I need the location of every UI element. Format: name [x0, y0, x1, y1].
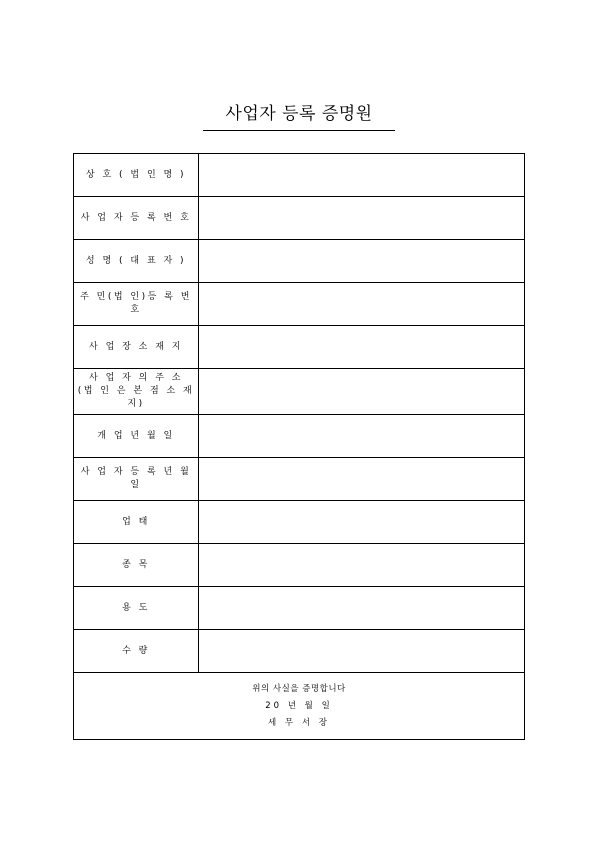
value-quantity [199, 630, 525, 673]
form-row-owner-address [74, 369, 525, 415]
form-row-resident-number [74, 283, 525, 326]
title-area [203, 102, 395, 131]
value-resident-number [199, 283, 525, 326]
label-owner-address [74, 369, 199, 415]
form-row-registration-date [74, 458, 525, 501]
label-owner-address-line2: (법 인 은 본 점 소 재 지) [77, 386, 195, 409]
form-row-footer [74, 673, 525, 740]
certify-date: 20 년 월 일 [265, 700, 333, 711]
value-owner-address [199, 369, 525, 415]
form-row-business-address [74, 326, 525, 369]
certificate-form-table [73, 153, 525, 740]
value-registration-number [199, 197, 525, 240]
value-business-name [199, 154, 525, 197]
value-purpose [199, 587, 525, 630]
form-row-business-item [74, 544, 525, 587]
value-representative-name [199, 240, 525, 283]
label-owner-address-line1: 사 업 자 의 주 소 [89, 373, 183, 383]
form-row-opening-date [74, 415, 525, 458]
form-row-business-name [74, 154, 525, 197]
certify-statement: 위의 사실을 증명합니다 [252, 683, 346, 694]
label-resident-number: 주 민(법 인)등 록 번 호 [74, 283, 199, 326]
certification-footer [74, 673, 525, 740]
label-representative-name: 성 명 ( 대 표 자 ) [74, 240, 199, 283]
label-registration-date: 사 업 자 등 록 년 월 일 [74, 458, 199, 501]
value-business-type [199, 501, 525, 544]
form-row-business-type [74, 501, 525, 544]
form-row-registration-number [74, 197, 525, 240]
value-registration-date [199, 458, 525, 501]
label-business-address: 사 업 장 소 재 지 [74, 326, 199, 369]
value-business-address [199, 326, 525, 369]
tax-office-head: 세 무 서 장 [268, 717, 330, 728]
document-title: 사업자 등록 증명원 [225, 104, 373, 124]
label-purpose: 용 도 [74, 587, 199, 630]
label-business-type: 업 태 [74, 501, 199, 544]
label-business-name: 상 호 ( 법 인 명 ) [74, 154, 199, 197]
label-registration-number: 사 업 자 등 록 번 호 [74, 197, 199, 240]
label-opening-date: 개 업 년 월 일 [74, 415, 199, 458]
label-business-item: 종 목 [74, 544, 199, 587]
form-row-purpose [74, 587, 525, 630]
form-row-quantity [74, 630, 525, 673]
label-quantity: 수 량 [74, 630, 199, 673]
value-opening-date [199, 415, 525, 458]
form-row-representative-name [74, 240, 525, 283]
value-business-item [199, 544, 525, 587]
